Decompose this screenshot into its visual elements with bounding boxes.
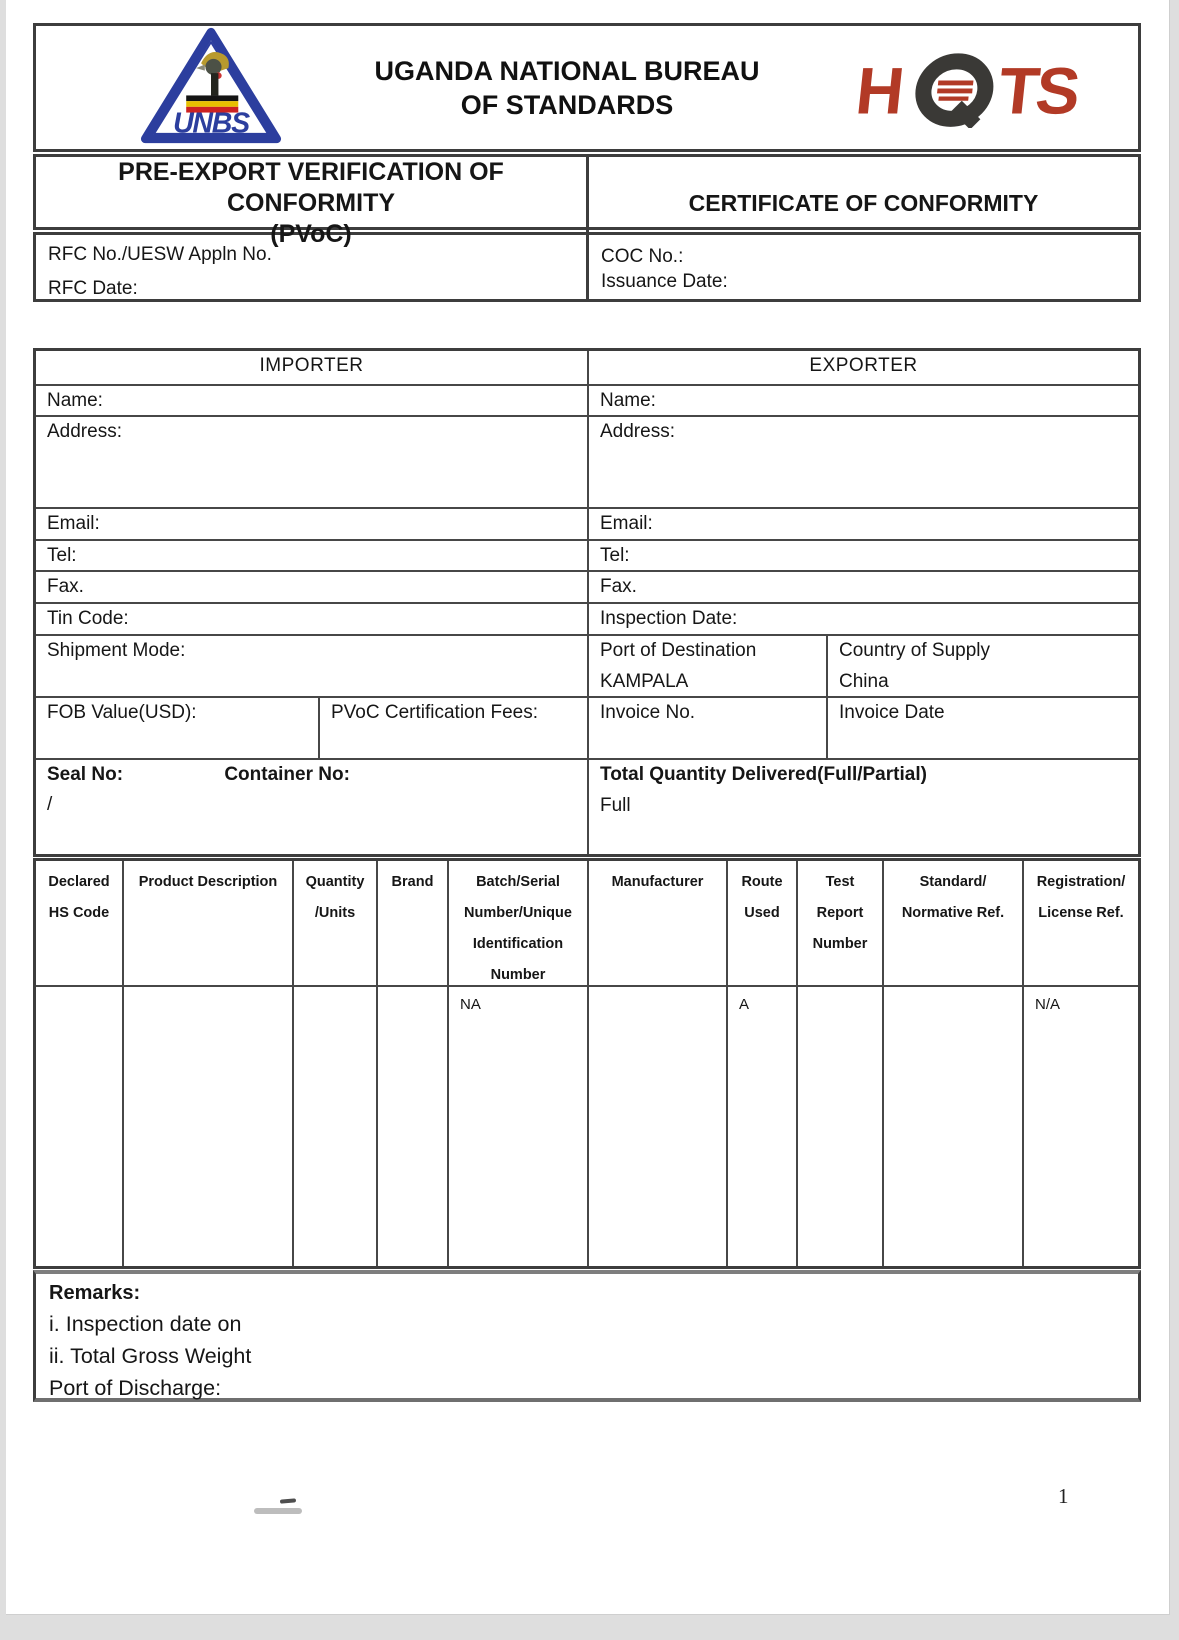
seal-container-cell: [36, 760, 589, 854]
issuance-date-label: Issuance Date:: [601, 271, 728, 292]
hqts-logo-icon: [848, 48, 1098, 128]
shipment-mode-label: Shipment Mode:: [36, 636, 589, 697]
cell-manufacturer: [589, 985, 728, 1266]
rfc-date-label: RFC Date:: [48, 278, 138, 299]
port-of-destination-value: KAMPALA: [600, 671, 689, 692]
invoice-no-label: Invoice No.: [589, 698, 828, 758]
parties-table: [33, 348, 1141, 857]
importer-header: IMPORTER: [36, 351, 589, 384]
svg-text:TS: TS: [995, 54, 1081, 128]
exporter-name-label: Name:: [600, 390, 656, 411]
port-of-destination-label: Port of Destination: [600, 640, 757, 661]
total-qty-value: Full: [600, 795, 631, 816]
col-header-hs-code: Declared HS Code: [36, 861, 124, 985]
scan-smudge-dark: [280, 1498, 296, 1503]
header-band: [33, 23, 1141, 152]
document-page: [6, 0, 1170, 1615]
total-qty-cell: [589, 760, 1138, 854]
email-row: [36, 507, 1138, 539]
col-header-route-used: Route Used: [728, 861, 798, 985]
fob-row: [36, 696, 1138, 758]
importer-email-label: Email:: [36, 509, 589, 539]
destination-cells: [589, 636, 1138, 697]
coc-cell: [589, 235, 1138, 300]
product-table: [33, 858, 1141, 1269]
cell-product-description: [124, 985, 294, 1266]
invoice-date-label: Invoice Date: [839, 702, 945, 723]
seal-row: [36, 758, 1138, 854]
unbs-logo-icon: [136, 26, 286, 150]
coc-title: CERTIFICATE OF CONFORMITY: [688, 190, 1039, 216]
remarks-line-1: i. Inspection date on: [49, 1312, 242, 1336]
cell-batch-serial: NA: [449, 985, 589, 1266]
cell-hs-code: [36, 985, 124, 1266]
remarks-line-3: Port of Discharge:: [49, 1376, 222, 1400]
cell-registration-ref: N/A: [1024, 985, 1138, 1266]
fob-value-label: FOB Value(USD):: [36, 698, 320, 758]
org-title: [286, 54, 848, 122]
importer-tel-label: Tel:: [36, 541, 589, 570]
shipment-row: [36, 634, 1138, 696]
reference-band: [33, 232, 1141, 302]
cell-standard-ref: [884, 985, 1024, 1266]
importer-address-label: Address:: [36, 417, 589, 507]
remarks-box: [33, 1270, 1141, 1402]
exporter-email-label: Email:: [600, 513, 653, 534]
exporter-address-label: Address:: [600, 421, 675, 442]
scan-smudge-light: [254, 1508, 302, 1514]
document-content: [33, 23, 1141, 1402]
col-header-manufacturer: Manufacturer: [589, 861, 728, 985]
remarks-label: Remarks:: [49, 1282, 141, 1304]
cell-route-used: A: [728, 985, 798, 1266]
col-header-quantity: Quantity /Units: [294, 861, 378, 985]
col-header-standard-ref: Standard/ Normative Ref.: [884, 861, 1024, 985]
fax-row: [36, 570, 1138, 602]
total-qty-label: Total Quantity Delivered(Full/Partial): [600, 764, 927, 785]
parties-header-row: [36, 351, 1138, 384]
importer-name-label: Name:: [36, 386, 589, 415]
tel-row: [36, 539, 1138, 570]
importer-fax-label: Fax.: [36, 572, 589, 602]
tin-inspection-row: [36, 602, 1138, 634]
svg-text:H: H: [852, 54, 908, 128]
col-header-registration-ref: Registration/ License Ref.: [1036, 874, 1126, 921]
country-of-supply-value: China: [839, 671, 889, 692]
cell-quantity: [294, 985, 378, 1266]
rfc-cell: [36, 235, 589, 300]
col-header-product-description: Product Description: [124, 861, 294, 985]
name-row: [36, 384, 1138, 415]
exporter-tel-label: Tel:: [600, 545, 630, 566]
exporter-fax-label: Fax.: [600, 576, 637, 597]
unbs-logo-text: UNBS: [173, 107, 249, 140]
pvoc-title-line2: (PVoC): [270, 220, 352, 248]
pvoc-title-line1: PRE-EXPORT VERIFICATION OF CONFORMITY: [118, 158, 504, 217]
tin-code-label: Tin Code:: [36, 604, 589, 634]
port-of-destination-cell: [589, 636, 828, 697]
col-header-batch-serial: Batch/Serial Number/Unique Identification Number: [449, 861, 589, 985]
page-number: 1: [1058, 1484, 1069, 1508]
org-title-line2: OF STANDARDS: [460, 89, 674, 120]
cell-brand: [378, 985, 449, 1266]
coc-no-label: COC No.:: [601, 246, 684, 267]
container-no-label: Container No:: [224, 764, 350, 785]
col-header-test-report: Test Report Number: [798, 861, 884, 985]
title-band: [33, 154, 1141, 248]
remarks-line-2: ii. Total Gross Weight: [49, 1344, 252, 1368]
seal-no-label: Seal No:: [47, 764, 124, 785]
org-title-line1: UGANDA NATIONAL BUREAU: [374, 55, 760, 86]
country-of-supply-cell: [828, 636, 1138, 697]
inspection-date-label: Inspection Date:: [600, 608, 738, 629]
pvoc-fees-label: PVoC Certification Fees:: [320, 698, 589, 758]
country-of-supply-label: Country of Supply: [839, 640, 991, 661]
col-header-brand: Brand: [378, 861, 449, 985]
seal-value: /: [47, 794, 53, 815]
cell-test-report: [798, 985, 884, 1266]
exporter-header: EXPORTER: [809, 355, 918, 376]
rfc-no-label: RFC No./UESW Appln No.: [48, 244, 272, 265]
address-row: [36, 415, 1138, 507]
